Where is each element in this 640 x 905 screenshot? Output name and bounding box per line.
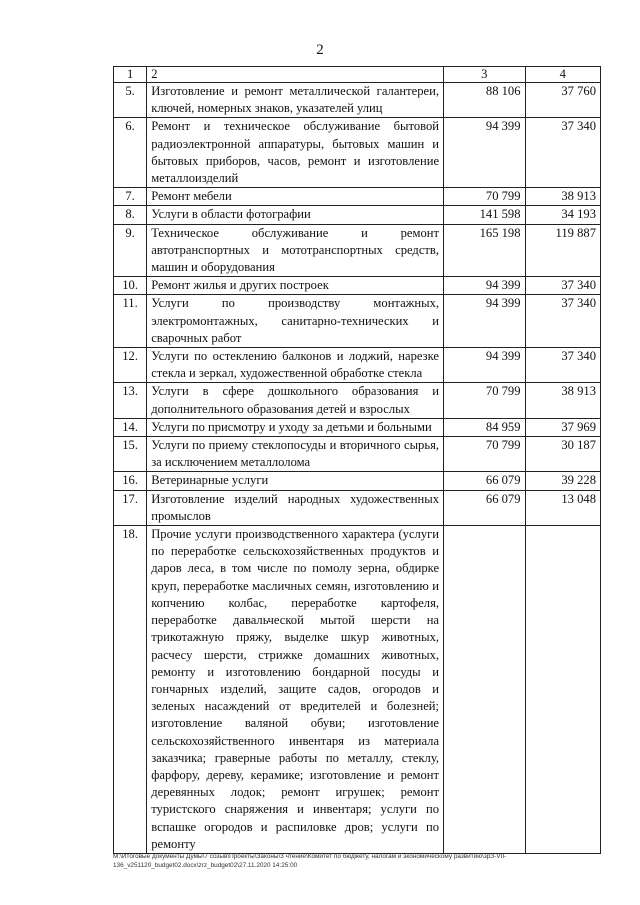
service-name: Ремонт и техническое обслуживание бытовой радиоэлектронной аппаратуры, бытовых машин и бытовых приборов, часов, ремонт и изготовление металлоизделий	[147, 118, 444, 188]
row-number: 8.	[114, 206, 147, 224]
row-number: 11.	[114, 295, 147, 348]
value-col-4: 37 340	[525, 277, 600, 295]
header-col-3: 3	[444, 67, 526, 83]
header-col-1: 1	[114, 67, 147, 83]
value-col-4: 34 193	[525, 206, 600, 224]
table-row	[114, 224, 601, 277]
table-row	[114, 383, 601, 418]
table-row	[114, 526, 601, 854]
table-body	[114, 67, 601, 854]
value-col-4: 119 887	[525, 224, 600, 277]
service-name: Услуги в сфере дошкольного образования и дополнительного образования детей и взрослых	[147, 383, 444, 418]
value-col-4: 38 913	[525, 383, 600, 418]
value-col-4: 39 228	[525, 472, 600, 490]
row-number: 5.	[114, 83, 147, 118]
value-col-3: 94 399	[444, 118, 526, 188]
service-name: Изготовление и ремонт металлической галантереи, ключей, номерных знаков, указателей улиц	[147, 83, 444, 118]
row-number: 13.	[114, 383, 147, 418]
value-col-3: 141 598	[444, 206, 526, 224]
service-name: Ремонт мебели	[147, 188, 444, 206]
row-number: 10.	[114, 277, 147, 295]
table-row	[114, 490, 601, 525]
table-row	[114, 295, 601, 348]
service-name: Услуги по производству монтажных, электромонтажных, санитарно-технических и сварочных работ	[147, 295, 444, 348]
table-row	[114, 437, 601, 472]
value-col-3: 70 799	[444, 188, 526, 206]
value-col-4: 38 913	[525, 188, 600, 206]
table-row	[114, 188, 601, 206]
value-col-4: 37 340	[525, 348, 600, 383]
service-name: Техническое обслуживание и ремонт автотранспортных и мототранспортных средств, машин и оборудования	[147, 224, 444, 277]
row-number: 12.	[114, 348, 147, 383]
row-number: 9.	[114, 224, 147, 277]
table-row	[114, 472, 601, 490]
row-number: 7.	[114, 188, 147, 206]
value-col-4: 13 048	[525, 490, 600, 525]
service-name: Услуги по остеклению балконов и лоджий, нарезке стекла и зеркал, художественной обработке стекла	[147, 348, 444, 383]
table-row	[114, 348, 601, 383]
service-name: Услуги по приему стеклопосуды и вторичного сырья, за исключением металлолома	[147, 437, 444, 472]
value-col-4	[525, 526, 600, 854]
tax-rates-table	[113, 66, 601, 854]
value-col-3: 70 799	[444, 437, 526, 472]
service-name: Ремонт жилья и других построек	[147, 277, 444, 295]
row-number: 16.	[114, 472, 147, 490]
value-col-3	[444, 526, 526, 854]
value-col-4: 37 969	[525, 418, 600, 436]
value-col-3: 66 079	[444, 490, 526, 525]
value-col-3: 70 799	[444, 383, 526, 418]
value-col-3: 94 399	[444, 295, 526, 348]
page-number: 2	[316, 42, 324, 58]
value-col-4: 37 760	[525, 83, 600, 118]
header-col-4: 4	[525, 67, 600, 83]
row-number: 18.	[114, 526, 147, 854]
service-name: Прочие услуги производственного характера (услуги по переработке сельскохозяйственных продуктов и даров леса, в том числе по помолу зерна, обдирке круп, переработке масличных семян, изготовлению и копчению колбас, переработке картофеля, переработке давальческой мытой шерсти на трикотажную пряжу, выделке шкур животных, расчесу шерсти, стрижке домашних животных, ремонту и изготовлению бондарной посуды и гончарных изделий, защите садов, огородов и зеленых насаждений от вредителей и болезней; изготовление валяной обуви; изготовление сельскохозяйственного инвентаря из материала заказчика; граверные работы по металлу, стеклу, фарфору, дереву, керамике; изготовление и ремонт деревянных лодок; ремонт игрушек; ремонт туристского снаряжения и инвентаря; услуги по вспашке огородов и распиловке дров; услуги по ремонту	[147, 526, 444, 854]
value-col-4: 37 340	[525, 295, 600, 348]
document-path-footer: M:\Итоговые документы Думы\7 созыв\Проекты\Законы\3 чтение\Комитет по бюджету, налогам и экономическому развитию\зрЗ-VII-136_v251120_budget02.docx\zrz_budget02\27.11.2020 14:25:00	[113, 853, 507, 869]
service-name: Ветеринарные услуги	[147, 472, 444, 490]
table-row	[114, 418, 601, 436]
value-col-4: 37 340	[525, 118, 600, 188]
value-col-3: 94 399	[444, 348, 526, 383]
value-col-3: 88 106	[444, 83, 526, 118]
table-row	[114, 277, 601, 295]
service-name: Услуги в области фотографии	[147, 206, 444, 224]
value-col-3: 66 079	[444, 472, 526, 490]
value-col-3: 94 399	[444, 277, 526, 295]
service-name: Услуги по присмотру и уходу за детьми и больными	[147, 418, 444, 436]
service-name: Изготовление изделий народных художественных промыслов	[147, 490, 444, 525]
value-col-3: 165 198	[444, 224, 526, 277]
table-header-row	[114, 67, 601, 83]
value-col-3: 84 959	[444, 418, 526, 436]
table-row	[114, 206, 601, 224]
header-col-2: 2	[147, 67, 444, 83]
value-col-4: 30 187	[525, 437, 600, 472]
table-row	[114, 83, 601, 118]
row-number: 6.	[114, 118, 147, 188]
row-number: 14.	[114, 418, 147, 436]
table-row	[114, 118, 601, 188]
row-number: 17.	[114, 490, 147, 525]
row-number: 15.	[114, 437, 147, 472]
